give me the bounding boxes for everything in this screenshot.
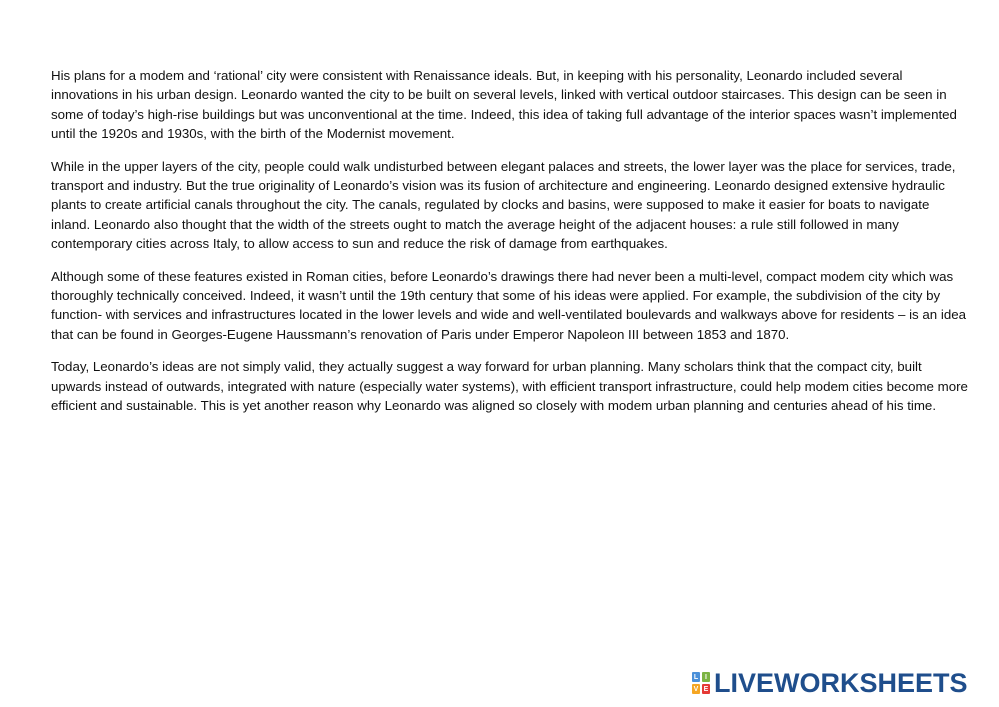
paragraph-2: While in the upper layers of the city, people could walk undisturbed between elegant palaces and streets, the lower layer was the place for services, trade, transport and industry. But the true originality of Leonardo’s vision was its fusion of architecture and engineering. Leonardo designed extensive hydraulic plants to create artificial canals throughout the city. The canals, regulated by clocks and basins, were supposed to make it easier for boats to navigate inland. Leonardo also thought that the width of the streets ought to match the average height of the adjacent houses: a rule still followed in many contemporary cities across Italy, to allow access to sun and reduce the risk of damage from earthquakes. <box>51 158 956 252</box>
paragraph-4: Today, Leonardo’s ideas are not simply valid, they actually suggest a way forward for urban planning. Many scholars think that the compact city, built upwards instead of outwards, integrated with nature (especially water systems), with efficient transport infrastructure, could help modem cities become more efficient and sustainable. This is yet another reason why Leonardo was aligned so closely with modem urban planning and centuries ahead of his time. <box>51 359 968 414</box>
logo-square-e: E <box>703 685 709 693</box>
logo-square-v: V <box>693 685 699 693</box>
logo-mark-icon <box>692 672 710 694</box>
logo-wordmark: LIVEWORKSHEETS <box>714 667 968 698</box>
logo-square-l: L <box>693 673 699 681</box>
paragraph-3: Although some of these features existed in Roman cities, before Leonardo’s drawings there had never been a multi-level, compact modem city which was thoroughly technically conceived. Indeed, it wasn’t until the 19th century that some of his ideas were applied. For example, the subdivision of the city by function- with services and infrastructures located in the lower levels and wide and well-ventilated boulevards and walkways above for residents – is an idea that can be found in Georges-Eugene Haussmann’s renovation of Paris under Emperor Napoleon III between 1853 and 1870. <box>51 268 967 342</box>
article-text <box>51 66 971 429</box>
logo-square-i: I <box>702 672 710 682</box>
paragraph-1: His plans for a modem and ‘rational’ city were consistent with Renaissance ideals. But, in keeping with his personality, Leonardo included several innovations in his urban design. Leonardo wanted the city to be built on several levels, linked with vertical outdoor staircases. This design can be seen in some of today’s high-rise buildings but was unconventional at the time. Indeed, this idea of taking full advantage of the interior spaces wasn’t implemented until the 1920s and 1930s, with the birth of the Modernist movement. <box>51 68 957 142</box>
liveworksheets-logo[interactable] <box>692 667 968 698</box>
